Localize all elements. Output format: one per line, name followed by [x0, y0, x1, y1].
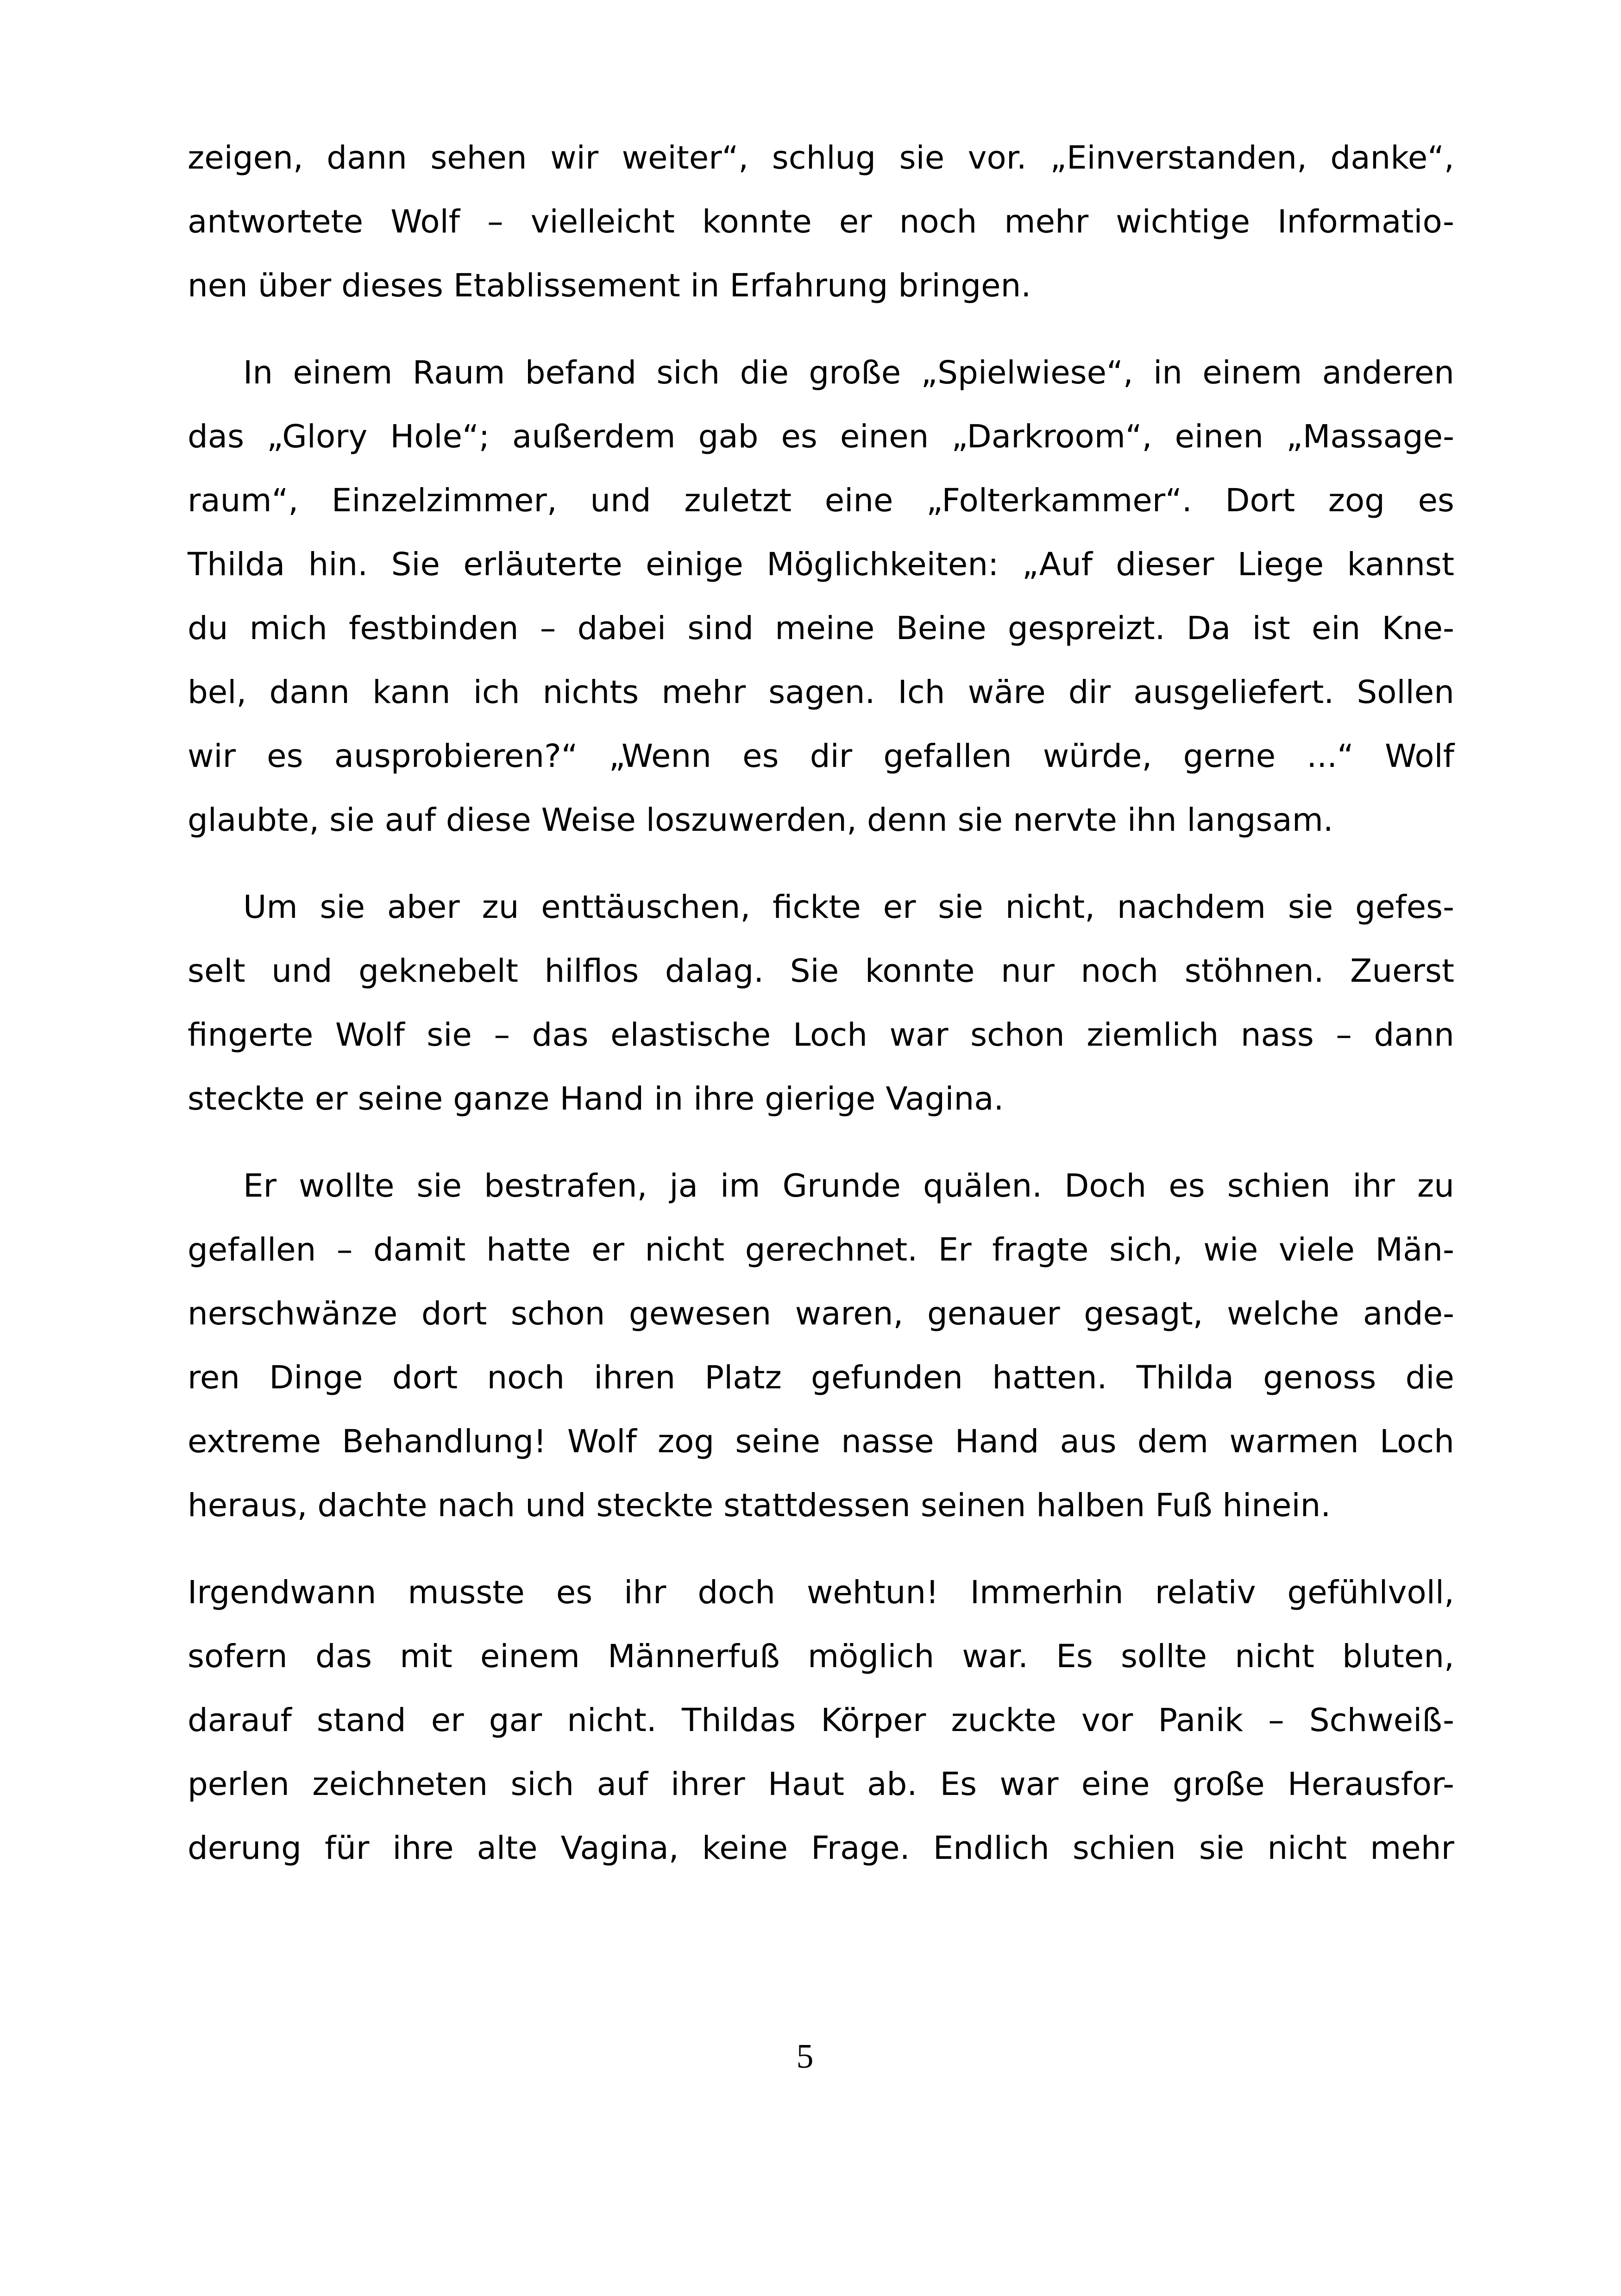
text-line: In einem Raum befand sich die große „Spielwiese“, in einem anderen — [243, 354, 1454, 391]
text-line: gefallen – damit hatte er nicht gerechnet. Er fragte sich, wie viele Män- — [188, 1231, 1454, 1268]
text-line: ren Dinge dort noch ihren Platz gefunden hatten. Thilda genoss die — [188, 1359, 1454, 1396]
paragraph-5 — [188, 1561, 1454, 1880]
text-line: selt und geknebelt hilflos dalag. Sie konnte nur noch stöhnen. Zuerst — [188, 953, 1454, 990]
paragraph-3 — [188, 875, 1454, 1131]
text-line: heraus, dachte nach und steckte stattdessen seinen halben Fuß hinein. — [188, 1487, 1331, 1524]
text-line: glaubte, sie auf diese Weise loszuwerden, denn sie nervte ihn langsam. — [188, 802, 1333, 839]
text-line: das „Glory Hole“; außerdem gab es einen „Darkroom“, einen „Massage- — [188, 418, 1454, 455]
text-line: derung für ihre alte Vagina, keine Frage. Endlich schien sie nicht mehr — [188, 1830, 1454, 1867]
text-line: antwortete Wolf – vielleicht konnte er noch mehr wichtige Informatio- — [188, 203, 1454, 240]
paragraph-1 — [188, 126, 1454, 318]
text-line: steckte er seine ganze Hand in ihre gierige Vagina. — [188, 1080, 1004, 1117]
text-line: zeigen, dann sehen wir weiter“, schlug sie vor. „Einverstanden, danke“, — [188, 139, 1454, 176]
text-line: fingerte Wolf sie – das elastische Loch war schon ziemlich nass – dann — [188, 1016, 1454, 1054]
text-line: nen über dieses Etablissement in Erfahrung bringen. — [188, 267, 1031, 304]
paragraph-2 — [188, 341, 1454, 852]
page-number: 5 — [796, 2038, 814, 2076]
text-line: sofern das mit einem Männerfuß möglich war. Es sollte nicht bluten, — [188, 1638, 1454, 1675]
text-line: du mich festbinden – dabei sind meine Beine gespreizt. Da ist ein Kne- — [188, 610, 1454, 647]
text-line: bel, dann kann ich nichts mehr sagen. Ich wäre dir ausgeliefert. Sollen — [188, 674, 1454, 711]
text-line: wir es ausprobieren?“ „Wenn es dir gefallen würde, gerne ...“ Wolf — [188, 738, 1454, 775]
paragraph-4 — [188, 1154, 1454, 1537]
text-line: extreme Behandlung! Wolf zog seine nasse Hand aus dem warmen Loch — [188, 1423, 1454, 1460]
text-line: darauf stand er gar nicht. Thildas Körper zuckte vor Panik – Schweiß- — [188, 1702, 1454, 1739]
text-line: perlen zeichneten sich auf ihrer Haut ab. Es war eine große Herausfor- — [188, 1766, 1454, 1803]
text-line: Thilda hin. Sie erläuterte einige Möglichkeiten: „Auf dieser Liege kannst — [188, 546, 1454, 583]
text-line: nerschwänze dort schon gewesen waren, genauer gesagt, welche ande- — [188, 1295, 1454, 1332]
text-line: Irgendwann musste es ihr doch wehtun! Immerhin relativ gefühlvoll, — [188, 1574, 1454, 1611]
text-line: raum“, Einzelzimmer, und zuletzt eine „Folterkammer“. Dort zog es — [188, 482, 1454, 519]
text-line: Um sie aber zu enttäuschen, fickte er sie nicht, nachdem sie gefes- — [243, 889, 1454, 926]
body-text — [188, 126, 1454, 1880]
text-line: Er wollte sie bestrafen, ja im Grunde quälen. Doch es schien ihr zu — [243, 1167, 1454, 1204]
